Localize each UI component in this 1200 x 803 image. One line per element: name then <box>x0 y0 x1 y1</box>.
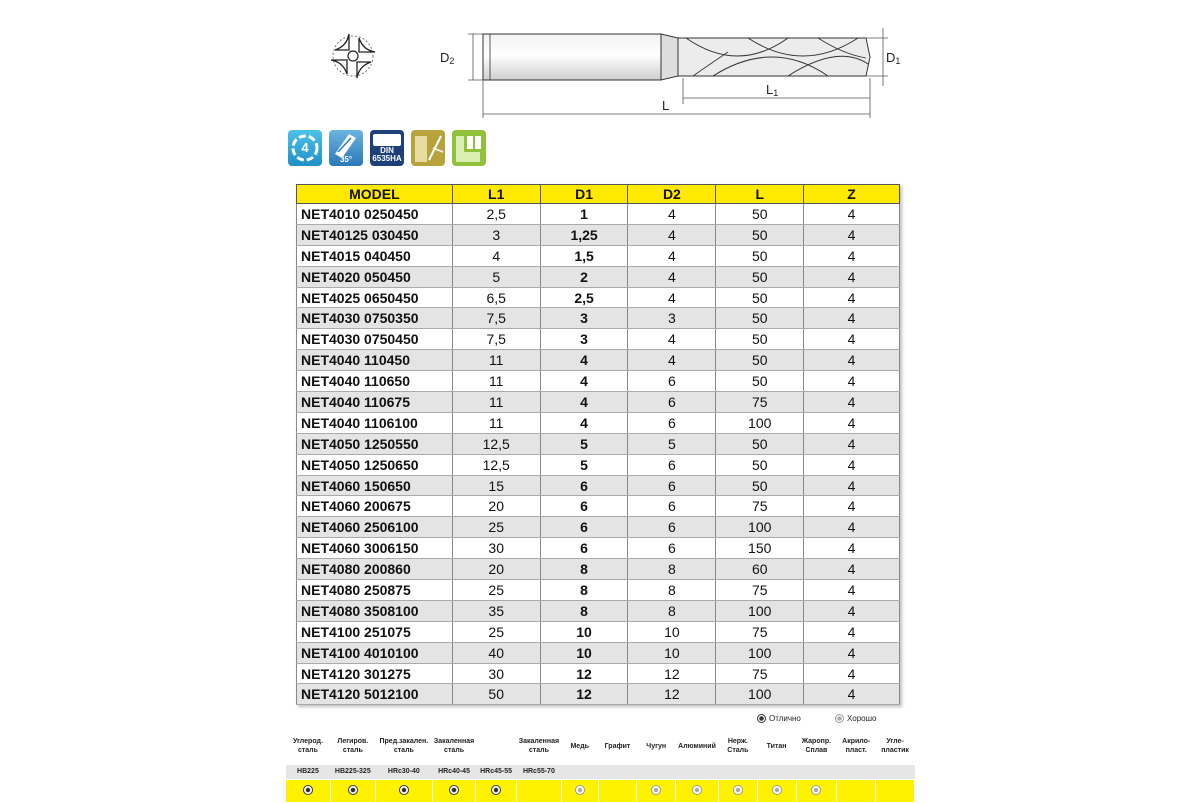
cell-l1: 11 <box>452 412 540 433</box>
good-symbol-icon <box>811 785 821 795</box>
table-row <box>297 412 900 433</box>
cell-d1: 2 <box>540 266 628 287</box>
col-header-model: MODEL <box>297 185 453 204</box>
cell-l: 75 <box>716 580 804 601</box>
table-row <box>297 663 900 684</box>
cell-d2: 4 <box>628 204 716 225</box>
cell-d1: 6 <box>540 496 628 517</box>
table-row <box>297 350 900 371</box>
excellent-symbol-icon <box>491 785 501 795</box>
cell-d2: 6 <box>628 454 716 475</box>
material-header: Жаропр. Сплав <box>796 727 837 765</box>
col-header-d2: D2 <box>628 185 716 204</box>
slotting-icon <box>411 130 445 166</box>
cell-l1: 12,5 <box>452 433 540 454</box>
cell-model: NET4080 200860 <box>297 559 453 580</box>
cell-d2: 3 <box>628 308 716 329</box>
material-header: Акрило- пласт. <box>837 727 876 765</box>
material-hardness <box>876 765 915 779</box>
col-header-l1: L1 <box>452 185 540 204</box>
cell-z: 4 <box>804 350 900 371</box>
cell-z: 4 <box>804 308 900 329</box>
cell-d2: 4 <box>628 245 716 266</box>
cell-d2: 6 <box>628 538 716 559</box>
cell-d2: 8 <box>628 600 716 621</box>
cell-l1: 7,5 <box>452 308 540 329</box>
material-hardness <box>718 765 757 779</box>
cell-model: NET4040 110450 <box>297 350 453 371</box>
cell-l: 75 <box>716 663 804 684</box>
cell-l1: 11 <box>452 392 540 413</box>
cell-z: 4 <box>804 475 900 496</box>
table-row <box>297 308 900 329</box>
cell-d2: 10 <box>628 642 716 663</box>
material-rating <box>837 779 876 802</box>
material-rating <box>757 779 796 802</box>
cell-d1: 5 <box>540 433 628 454</box>
cell-l: 50 <box>716 308 804 329</box>
cell-model: NET4050 1250650 <box>297 454 453 475</box>
material-rating <box>796 779 837 802</box>
cell-d1: 10 <box>540 642 628 663</box>
table-row <box>297 559 900 580</box>
cell-l: 100 <box>716 412 804 433</box>
cell-d1: 8 <box>540 559 628 580</box>
cell-d1: 3 <box>540 308 628 329</box>
cell-model: NET4120 301275 <box>297 663 453 684</box>
d2-label: D2 <box>440 50 455 66</box>
cell-z: 4 <box>804 245 900 266</box>
cell-d1: 12 <box>540 684 628 705</box>
cell-model: NET4100 4010100 <box>297 642 453 663</box>
excellent-symbol-icon <box>303 785 313 795</box>
table-row <box>297 475 900 496</box>
excellent-symbol-icon <box>449 785 459 795</box>
good-symbol-icon <box>772 785 782 795</box>
legend-excellent-label: Отлично <box>769 714 801 723</box>
table-row <box>297 621 900 642</box>
cell-l: 50 <box>716 371 804 392</box>
l-label: L <box>662 98 670 113</box>
material-header <box>476 727 517 765</box>
excellent-symbol-icon <box>399 785 409 795</box>
table-row <box>297 580 900 601</box>
table-row <box>297 433 900 454</box>
cell-l1: 20 <box>452 559 540 580</box>
cell-l1: 6,5 <box>452 287 540 308</box>
din-standard-icon: DIN 6535HA <box>370 130 404 166</box>
cell-l1: 7,5 <box>452 329 540 350</box>
cell-l: 50 <box>716 329 804 350</box>
helix-35-icon: 35° <box>329 130 363 166</box>
cell-l: 50 <box>716 287 804 308</box>
material-rating <box>516 779 561 802</box>
cell-l: 75 <box>716 496 804 517</box>
d1-label: D1 <box>886 50 901 66</box>
material-rating <box>876 779 915 802</box>
cell-d2: 5 <box>628 433 716 454</box>
cell-z: 4 <box>804 454 900 475</box>
material-rating <box>598 779 637 802</box>
cell-model: NET4040 110675 <box>297 392 453 413</box>
cell-z: 4 <box>804 287 900 308</box>
feature-icons <box>288 130 486 166</box>
table-row <box>297 538 900 559</box>
material-hardness <box>757 765 796 779</box>
end-view-icon <box>331 34 375 78</box>
cell-d2: 4 <box>628 224 716 245</box>
cell-l1: 11 <box>452 350 540 371</box>
cell-z: 4 <box>804 392 900 413</box>
cell-l1: 35 <box>452 600 540 621</box>
cell-d2: 8 <box>628 580 716 601</box>
cell-z: 4 <box>804 621 900 642</box>
cell-l1: 15 <box>452 475 540 496</box>
profiling-icon <box>452 130 486 166</box>
flutes-4-icon: 4 <box>288 130 322 166</box>
cell-d2: 4 <box>628 266 716 287</box>
cell-d1: 4 <box>540 371 628 392</box>
cell-l: 150 <box>716 538 804 559</box>
cell-z: 4 <box>804 517 900 538</box>
legend-good <box>835 714 876 723</box>
col-header-l: L <box>716 185 804 204</box>
excellent-symbol-icon <box>348 785 358 795</box>
cell-model: NET4060 200675 <box>297 496 453 517</box>
material-header: Углерод. сталь <box>286 727 331 765</box>
cell-z: 4 <box>804 496 900 517</box>
cell-l1: 25 <box>452 517 540 538</box>
cell-z: 4 <box>804 684 900 705</box>
cell-d2: 8 <box>628 559 716 580</box>
cell-model: NET4030 0750350 <box>297 308 453 329</box>
materials-table <box>285 727 915 803</box>
cell-l1: 25 <box>452 580 540 601</box>
cell-model: NET4100 251075 <box>297 621 453 642</box>
cell-l1: 25 <box>452 621 540 642</box>
cell-d2: 6 <box>628 412 716 433</box>
cell-d1: 4 <box>540 350 628 371</box>
material-header: Титан <box>757 727 796 765</box>
cell-d2: 6 <box>628 392 716 413</box>
table-row <box>297 600 900 621</box>
cell-d2: 6 <box>628 517 716 538</box>
table-row <box>297 496 900 517</box>
cell-model: NET4030 0750450 <box>297 329 453 350</box>
cell-d1: 1,25 <box>540 224 628 245</box>
cell-z: 4 <box>804 600 900 621</box>
material-header: Легиров. сталь <box>330 727 375 765</box>
table-row <box>297 517 900 538</box>
cell-z: 4 <box>804 224 900 245</box>
cell-z: 4 <box>804 559 900 580</box>
cell-z: 4 <box>804 329 900 350</box>
material-hardness: HRc45-55 <box>476 765 517 779</box>
materials-header-row <box>286 727 915 765</box>
material-hardness <box>837 765 876 779</box>
cell-model: NET40125 030450 <box>297 224 453 245</box>
cell-model: NET4025 0650450 <box>297 287 453 308</box>
cell-d1: 6 <box>540 538 628 559</box>
material-header: Медь <box>561 727 598 765</box>
good-symbol-icon <box>692 785 702 795</box>
cell-model: NET4040 1106100 <box>297 412 453 433</box>
material-hardness: HRc30-40 <box>375 765 432 779</box>
material-hardness: HRc55-70 <box>516 765 561 779</box>
material-hardness <box>676 765 719 779</box>
cell-l: 50 <box>716 433 804 454</box>
material-hardness <box>561 765 598 779</box>
cell-d1: 6 <box>540 517 628 538</box>
l1-label: L1 <box>766 82 779 98</box>
cell-l1: 40 <box>452 642 540 663</box>
cell-d1: 1 <box>540 204 628 225</box>
legend-excellent <box>757 714 801 723</box>
col-header-z: Z <box>804 185 900 204</box>
cell-d1: 2,5 <box>540 287 628 308</box>
cell-model: NET4080 3508100 <box>297 600 453 621</box>
material-rating <box>375 779 432 802</box>
cell-l: 50 <box>716 245 804 266</box>
table-row <box>297 392 900 413</box>
cell-d2: 6 <box>628 496 716 517</box>
cell-d2: 12 <box>628 684 716 705</box>
cell-model: NET4015 040450 <box>297 245 453 266</box>
material-rating <box>637 779 676 802</box>
cell-model: NET4050 1250550 <box>297 433 453 454</box>
cell-l1: 20 <box>452 496 540 517</box>
cell-d1: 6 <box>540 475 628 496</box>
material-hardness <box>637 765 676 779</box>
cell-d1: 8 <box>540 580 628 601</box>
spec-table <box>296 184 900 705</box>
material-hardness <box>796 765 837 779</box>
table-row <box>297 287 900 308</box>
cell-d2: 4 <box>628 350 716 371</box>
material-rating <box>718 779 757 802</box>
cell-l1: 5 <box>452 266 540 287</box>
good-symbol-icon <box>651 785 661 795</box>
cell-z: 4 <box>804 266 900 287</box>
cell-l: 50 <box>716 204 804 225</box>
cell-model: NET4060 3006150 <box>297 538 453 559</box>
end-mill-drawing <box>318 14 918 124</box>
table-row <box>297 642 900 663</box>
material-hardness: HRc40-45 <box>432 765 475 779</box>
table-row <box>297 224 900 245</box>
cell-z: 4 <box>804 580 900 601</box>
cell-z: 4 <box>804 663 900 684</box>
cell-model: NET4010 0250450 <box>297 204 453 225</box>
cell-l1: 3 <box>452 224 540 245</box>
cell-l: 50 <box>716 454 804 475</box>
cell-model: NET4020 050450 <box>297 266 453 287</box>
table-row <box>297 245 900 266</box>
cell-d1: 8 <box>540 600 628 621</box>
cell-l: 75 <box>716 392 804 413</box>
cell-z: 4 <box>804 371 900 392</box>
material-header: Алюминий <box>676 727 719 765</box>
material-rating <box>476 779 517 802</box>
material-rating <box>676 779 719 802</box>
material-rating <box>432 779 475 802</box>
cell-l: 75 <box>716 621 804 642</box>
material-rating <box>561 779 598 802</box>
cell-model: NET4040 110650 <box>297 371 453 392</box>
cell-model: NET4060 2506100 <box>297 517 453 538</box>
materials-hardness-row <box>286 765 915 779</box>
excellent-symbol-icon <box>757 714 766 723</box>
good-symbol-icon <box>835 714 844 723</box>
table-row <box>297 266 900 287</box>
material-header: Чугун <box>637 727 676 765</box>
good-symbol-icon <box>733 785 743 795</box>
cell-l: 60 <box>716 559 804 580</box>
cell-d2: 4 <box>628 287 716 308</box>
col-header-d1: D1 <box>540 185 628 204</box>
legend-good-label: Хорошо <box>847 714 877 723</box>
material-rating <box>286 779 331 802</box>
cell-d1: 5 <box>540 454 628 475</box>
cell-z: 4 <box>804 642 900 663</box>
cell-l: 50 <box>716 475 804 496</box>
cell-l: 50 <box>716 266 804 287</box>
cell-d1: 1,5 <box>540 245 628 266</box>
cell-d2: 4 <box>628 329 716 350</box>
materials-rating-row <box>286 779 915 802</box>
cell-z: 4 <box>804 412 900 433</box>
material-hardness: HB225-325 <box>330 765 375 779</box>
table-header-row <box>297 185 900 204</box>
material-rating <box>330 779 375 802</box>
material-header: Угле- пластик <box>876 727 915 765</box>
cell-l1: 2,5 <box>452 204 540 225</box>
cell-z: 4 <box>804 204 900 225</box>
table-row <box>297 684 900 705</box>
table-row <box>297 329 900 350</box>
cell-l1: 30 <box>452 663 540 684</box>
material-header: Нерж. Сталь <box>718 727 757 765</box>
table-row <box>297 204 900 225</box>
table-row <box>297 454 900 475</box>
cell-d2: 10 <box>628 621 716 642</box>
cell-d1: 10 <box>540 621 628 642</box>
cell-model: NET4080 250875 <box>297 580 453 601</box>
cell-d2: 12 <box>628 663 716 684</box>
cell-z: 4 <box>804 433 900 454</box>
material-hardness: HB225 <box>286 765 331 779</box>
cell-d2: 6 <box>628 475 716 496</box>
cell-l1: 11 <box>452 371 540 392</box>
cell-d2: 6 <box>628 371 716 392</box>
cell-l1: 12,5 <box>452 454 540 475</box>
cell-l1: 50 <box>452 684 540 705</box>
good-symbol-icon <box>575 785 585 795</box>
cell-z: 4 <box>804 538 900 559</box>
cell-l1: 30 <box>452 538 540 559</box>
material-header: Закаленная сталь <box>432 727 475 765</box>
cell-d1: 3 <box>540 329 628 350</box>
cell-d1: 4 <box>540 412 628 433</box>
cell-model: NET4120 5012100 <box>297 684 453 705</box>
cell-l: 100 <box>716 684 804 705</box>
material-hardness <box>598 765 637 779</box>
cell-d1: 4 <box>540 392 628 413</box>
cell-l: 100 <box>716 517 804 538</box>
material-header: Закаленная сталь <box>516 727 561 765</box>
cell-l: 100 <box>716 600 804 621</box>
cell-l1: 4 <box>452 245 540 266</box>
spec-table-body <box>297 204 900 705</box>
cell-d1: 12 <box>540 663 628 684</box>
cell-model: NET4060 150650 <box>297 475 453 496</box>
material-header: Пред.закален. сталь <box>375 727 432 765</box>
material-header: Графит <box>598 727 637 765</box>
table-row <box>297 371 900 392</box>
cell-l: 50 <box>716 224 804 245</box>
cell-l: 50 <box>716 350 804 371</box>
cell-l: 100 <box>716 642 804 663</box>
